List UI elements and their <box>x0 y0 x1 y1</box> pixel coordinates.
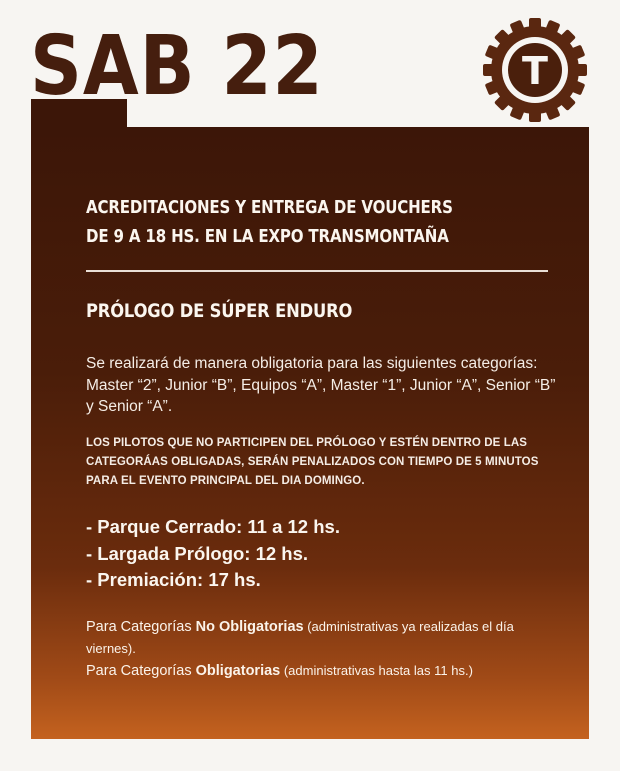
acreditaciones-line-2 <box>86 227 449 247</box>
note2-prefix: Para Categorías <box>86 663 196 679</box>
page-title: SAB 22 <box>30 19 324 114</box>
administrative-notes <box>86 616 556 682</box>
acreditaciones-line-1: ACREDITACIONES Y ENTREGA DE VOUCHERS <box>86 198 453 218</box>
section-divider <box>86 270 548 272</box>
logo-letter: T <box>522 49 548 93</box>
schedule-item-premiacion: - Premiación: 17 hs. <box>86 569 261 590</box>
note1-suffix: (administrativas ya realizadas el día viernes). <box>86 619 514 656</box>
note-no-obligatorias <box>86 616 556 660</box>
prologo-heading: PRÓLOGO DE SÚPER ENDURO <box>86 300 353 322</box>
note-obligatorias <box>86 660 556 682</box>
schedule-item-largada: - Largada Prólogo: 12 hs. <box>86 542 309 564</box>
schedule-item-parque-cerrado: - Parque Cerrado: 11 a 12 hs. <box>86 516 340 537</box>
penalty-warning: LOS PILOTOS QUE NO PARTICIPEN DEL PRÓLOGO Y ESTÉN DENTRO DE LAS CATEGORÁAS OBLIGADAS, SERÁN PENALIZADOS CON TIEMPO DE 5 MINUTOS PARA EL EVENTO PRINCIPAL DEL DIA DOMINGO. <box>86 437 539 487</box>
note1-bold: No Obligatorias <box>195 619 304 635</box>
note2-bold: Obligatorias <box>195 663 281 679</box>
note2-suffix: (administrativas hasta las 11 hs.) <box>280 663 473 678</box>
transmontana-logo-icon <box>479 14 591 126</box>
acreditaciones-time: DE 9 A 18 HS. EN LA <box>86 227 259 247</box>
prologo-description: Se realizará de manera obligatoria para las siguientes categorías: Master “2”, Junior “B”, Equipos “A”, Master “1”, Junior “A”, Senior “B” y Senior “A”. <box>86 355 556 415</box>
schedule-list <box>86 514 340 594</box>
note1-prefix: Para Categorías <box>86 619 196 635</box>
acreditaciones-venue: EXPO TRANSMONTAÑA <box>258 227 449 247</box>
